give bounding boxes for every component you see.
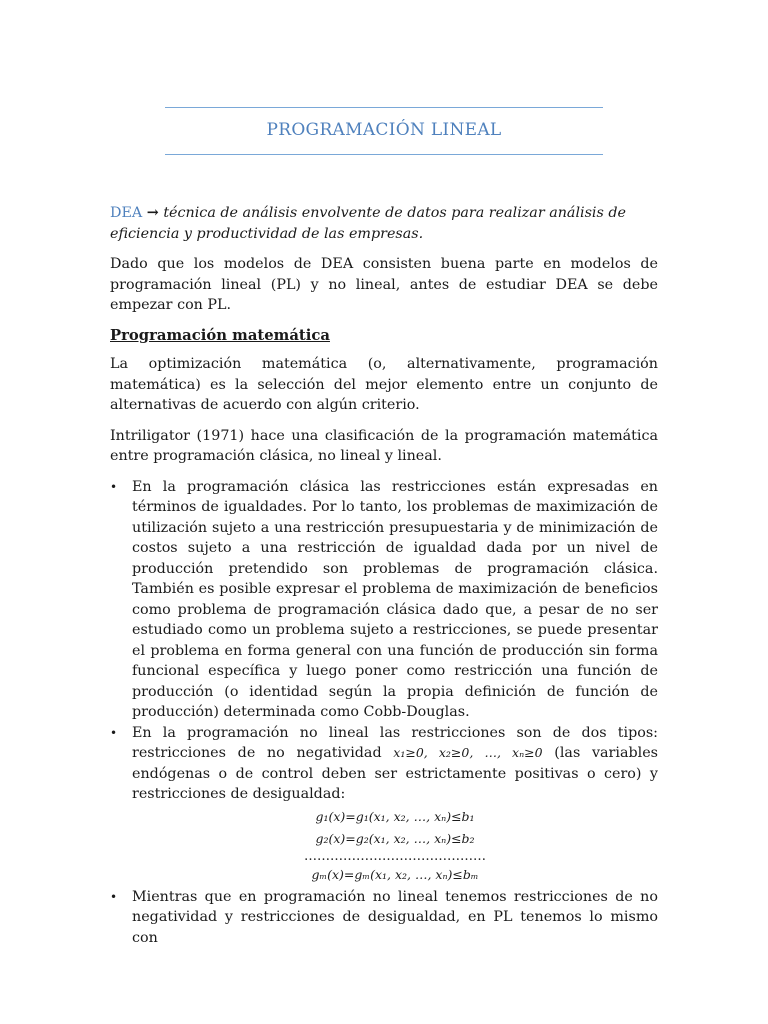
classification-paragraph: Intriligator (1971) hace una clasificación de la programación matemática entre programación clásica, no lineal y lineal.: [110, 427, 658, 464]
list-item-classical: [110, 477, 658, 723]
equation-m: gₘ(x)=gₘ(x₁, x₂, …, xₙ)≤bₘ: [311, 866, 479, 882]
dea-definition-paragraph: [110, 203, 658, 244]
intro-paragraph: Dado que los modelos de DEA consisten buena parte en modelos de programación lineal (PL) y no lineal, antes de estudiar DEA se debe empezar con PL.: [110, 256, 658, 313]
list-item-text-after: (las variables endógenas o de control deben ser estrictamente positivas o cero) y restricciones de desigualdad:: [132, 745, 659, 802]
equation-2: g₂(x)=g₂(x₁, x₂, …, xₙ)≤b₂: [315, 830, 475, 846]
list-item-text: En la programación clásica las restricciones están expresadas en términos de igualdades. Por lo tanto, los problemas de maximización de utilización sujeto a una restricción presupuestaria y de minimización de costos sujeto a una restricción de igualdad dada por un nivel de producción pretendido son problemas de programación clásica. También es posible expresar el problema de maximización de beneficios como problema de programación clásica dado que, a pesar de no ser estudiado como un problema sujeto a restricciones, se puede presentar el problema en forma general con una función de producción sin forma funcional específica y luego poner como restricción una función de producción (o identidad según la propia definición de función de producción) determinada como Cobb-Douglas.: [132, 478, 658, 720]
list-item-nonlinear: [110, 723, 658, 885]
title-top-rule: [165, 107, 603, 108]
equation-1: g₁(x)=g₁(x₁, x₂, …, xₙ)≤b₁: [315, 808, 475, 824]
dea-term: DEA: [110, 205, 143, 221]
title-bottom-rule: [165, 154, 603, 155]
programming-types-list: [110, 477, 658, 949]
document-body: [110, 203, 658, 948]
right-arrow-icon: →: [146, 205, 159, 221]
dea-definition: técnica de análisis envolvente de datos para realizar análisis de eficiencia y productividad de las empresas.: [110, 205, 626, 242]
bullet-icon: •: [110, 725, 118, 740]
section-heading: Programación matemática: [110, 326, 330, 344]
page-title: PROGRAMACIÓN LINEAL: [266, 120, 502, 140]
bullet-icon: •: [110, 479, 118, 494]
optimization-paragraph: La optimización matemática (o, alternativamente, programación matemática) es la selección del mejor elemento entre un conjunto de alternativas de acuerdo con algún criterio.: [110, 356, 658, 413]
list-item-text-before: En la programación no lineal las restricciones son de dos tipos: restricciones de no negatividad: [132, 724, 658, 761]
bullet-icon: •: [110, 889, 118, 904]
nonnegativity-constraint: x₁≥0, x₂≥0, …, xₙ≥0: [393, 745, 543, 760]
list-item-linear: [110, 887, 658, 949]
equation-ellipsis: ……………………………………: [304, 848, 486, 864]
list-item-text: Mientras que en programación no lineal tenemos restricciones de no negatividad y restricciones de desigualdad, en PL tenemos lo mismo con: [132, 888, 658, 946]
